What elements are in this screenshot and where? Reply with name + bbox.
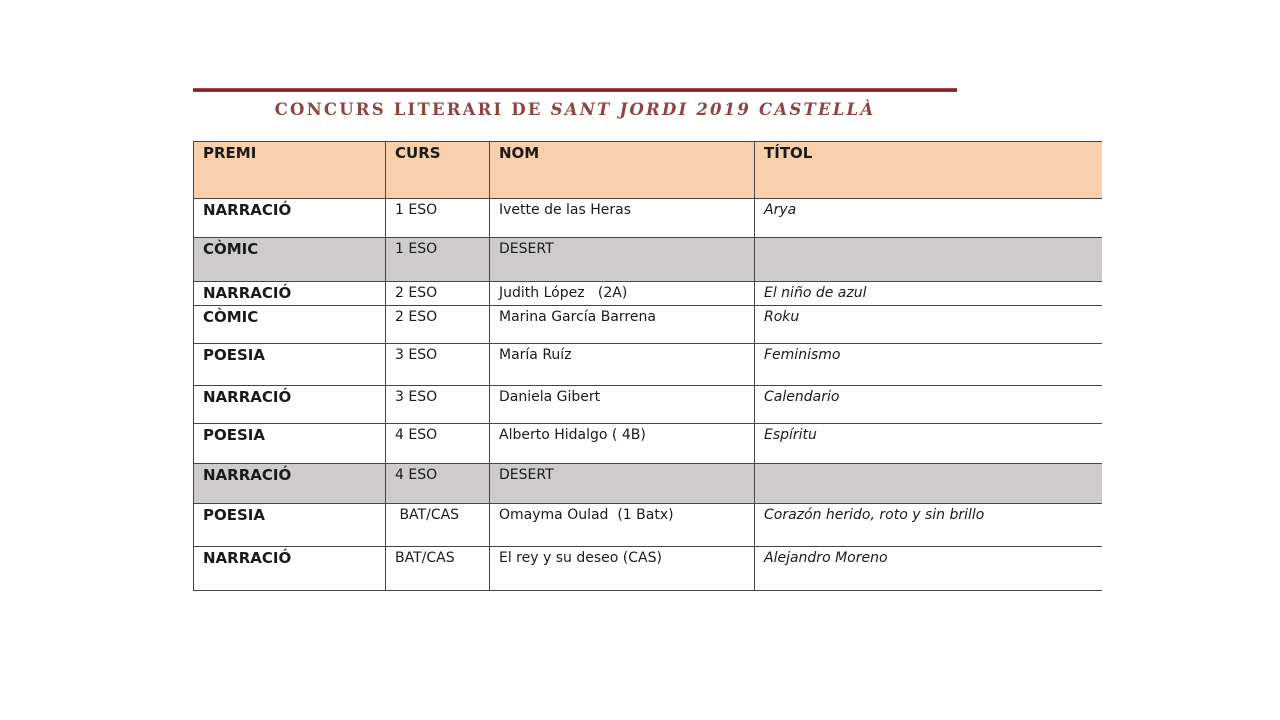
- cell-curs: 3 ESO: [386, 344, 490, 386]
- table-row: [194, 344, 1102, 386]
- table-body: [194, 199, 1102, 591]
- page-title: [193, 100, 957, 119]
- cell-titol: [755, 464, 1102, 504]
- table-row: [194, 424, 1102, 464]
- table-row: [194, 504, 1102, 547]
- table-row: [194, 238, 1102, 282]
- table-row: [194, 464, 1102, 504]
- cell-premi: POESIA: [194, 504, 386, 547]
- results-table: [193, 141, 1102, 591]
- cell-curs: 4 ESO: [386, 424, 490, 464]
- table-row: [194, 199, 1102, 238]
- cell-titol: Feminismo: [755, 344, 1102, 386]
- cell-curs: 2 ESO: [386, 282, 490, 306]
- cell-nom: Daniela Gibert: [490, 386, 755, 424]
- cell-titol: Roku: [755, 306, 1102, 344]
- title-rule: [193, 88, 957, 92]
- cell-premi: CÒMIC: [194, 238, 386, 282]
- cell-nom: Judith López (2A): [490, 282, 755, 306]
- page-title-prefix: CONCURS LITERARI DE: [274, 100, 551, 119]
- cell-curs: 3 ESO: [386, 386, 490, 424]
- column-header-premi: PREMI: [194, 142, 386, 199]
- cell-premi: NARRACIÓ: [194, 386, 386, 424]
- cell-premi: NARRACIÓ: [194, 282, 386, 306]
- cell-nom: María Ruíz: [490, 344, 755, 386]
- cell-curs: 1 ESO: [386, 238, 490, 282]
- cell-titol: Corazón herido, roto y sin brillo: [755, 504, 1102, 547]
- table-row: [194, 547, 1102, 591]
- cell-nom: DESERT: [490, 464, 755, 504]
- page-title-emphasis: SANT JORDI 2019 CASTELLÀ: [550, 100, 876, 119]
- cell-nom: Marina García Barrena: [490, 306, 755, 344]
- cell-nom: Ivette de las Heras: [490, 199, 755, 238]
- cell-titol: [755, 238, 1102, 282]
- cell-titol: Alejandro Moreno: [755, 547, 1102, 591]
- cell-premi: POESIA: [194, 424, 386, 464]
- table-row: [194, 282, 1102, 306]
- cell-titol: Arya: [755, 199, 1102, 238]
- cell-curs: 2 ESO: [386, 306, 490, 344]
- cell-premi: NARRACIÓ: [194, 547, 386, 591]
- table-row: [194, 386, 1102, 424]
- cell-premi: POESIA: [194, 344, 386, 386]
- cell-nom: Alberto Hidalgo ( 4B): [490, 424, 755, 464]
- cell-curs: BAT/CAS: [386, 504, 490, 547]
- column-header-curs: CURS: [386, 142, 490, 199]
- column-header-titol: TÍTOL: [755, 142, 1102, 199]
- column-header-nom: NOM: [490, 142, 755, 199]
- cell-premi: CÒMIC: [194, 306, 386, 344]
- header-row: [194, 142, 1102, 199]
- cell-curs: BAT/CAS: [386, 547, 490, 591]
- cell-nom: DESERT: [490, 238, 755, 282]
- cell-premi: NARRACIÓ: [194, 199, 386, 238]
- cell-premi: NARRACIÓ: [194, 464, 386, 504]
- cell-titol: Calendario: [755, 386, 1102, 424]
- cell-titol: El niño de azul: [755, 282, 1102, 306]
- cell-curs: 1 ESO: [386, 199, 490, 238]
- cell-nom: Omayma Oulad (1 Batx): [490, 504, 755, 547]
- cell-nom: El rey y su deseo (CAS): [490, 547, 755, 591]
- cell-titol: Espíritu: [755, 424, 1102, 464]
- table-row: [194, 306, 1102, 344]
- cell-curs: 4 ESO: [386, 464, 490, 504]
